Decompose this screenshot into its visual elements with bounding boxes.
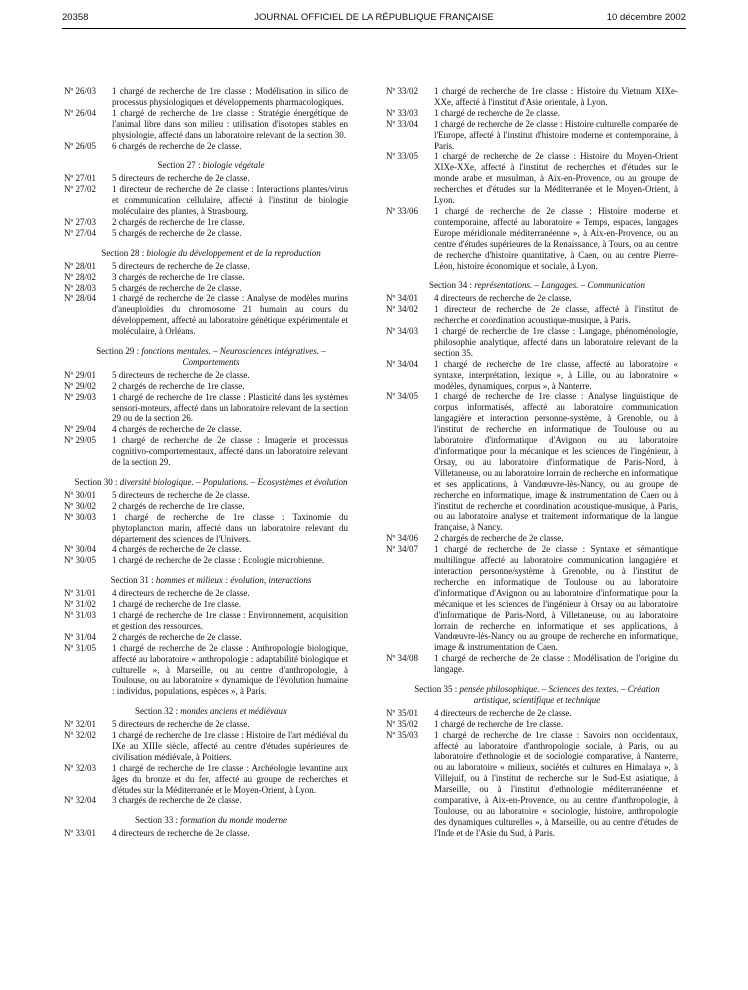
posting-entry: [64, 293, 348, 337]
right-column: [386, 86, 678, 839]
section-heading-prefix: Section 33 :: [135, 815, 181, 826]
entry-number: Nº 34/03: [386, 326, 419, 337]
section-heading-prefix: Section 35 :: [414, 684, 460, 695]
entry-text: 2 chargés de recherche de 1re classe.: [112, 216, 245, 227]
entry-number: Nº 30/04: [64, 544, 97, 555]
posting-entry: [64, 599, 348, 610]
entry-number: Nº 35/03: [386, 729, 419, 740]
entry-number: Nº 33/05: [386, 151, 419, 162]
entry-number: Nº 30/03: [64, 511, 97, 522]
entry-text: 1 chargé de recherche de 2e classe : Imagerie et processus cognitivo-comportementaux, affecté dans un laboratoire relevant de la section 29.: [112, 435, 348, 468]
posting-entry: [386, 708, 678, 719]
posting-entry: [386, 719, 678, 730]
entry-number: Nº 35/02: [386, 718, 419, 729]
entry-text: 1 chargé de recherche de 1re classe : Plasticité dans les systèmes sensori-moteurs, affecté dans un laboratoire relevant de la section 29 ou de la section 26.: [112, 391, 348, 424]
posting-entry: [64, 108, 348, 141]
section-heading: [64, 477, 348, 488]
entry-number: Nº 28/04: [64, 293, 97, 304]
entry-number: Nº 32/02: [64, 730, 97, 741]
entry-number: Nº 33/03: [386, 107, 419, 118]
entry-number: Nº 27/03: [64, 216, 97, 227]
entry-text: 4 chargés de recherche de 2e classe.: [112, 424, 242, 435]
entry-text: 3 chargés de recherche de 2e classe.: [112, 795, 242, 806]
entry-text: 1 chargé de recherche de 1re classe : Histoire de l'art médiéval du IXe au XIIIe siècle, affecté au centre d'études supérieures de civilisation médiévale, à Poitiers.: [112, 730, 348, 762]
section-heading: [386, 684, 678, 706]
entry-text: 5 chargés de recherche de 2e classe.: [112, 282, 242, 293]
section-heading-prefix: Section 32 :: [135, 706, 181, 717]
entry-text: 1 chargé de recherche de 1re classe : Modélisation in silico de processus physiologiques et développements pharmacologiques.: [112, 86, 348, 107]
entry-text: 1 chargé de recherche de 2e classe : Syntaxe et sémantique multilingue affecté au laboratoire communication langagière et interaction personne/système à Grenoble, ou à l'institut de recherche en informatique de Toulouse ou au laboratoire d'informatique d'Avignon ou au laboratoire d'informatique pour la mécanique et les sciences de l'ingénieur à Orsay ou au laboratoire d'informatique de Paris-Nord, à Villetaneuse, ou au laboratoire lorrain de recherche en informatique et ses applications, à Vandœuvre-lès-Nancy ou au groupe de recherche en informatique, image & instrumentation de Caen.: [434, 544, 678, 653]
entry-number: Nº 27/04: [64, 227, 97, 238]
entry-text: 1 chargé de recherche de 1re classe : Savoirs non occidentaux, affecté au laboratoire d'anthropologie sociale, à Paris, ou au laboratoire d'ethnologie et de sociologie comparative, à Nanterre, ou au laboratoire « milieux, sociétés et cultures en Himalaya », à Villejuif, ou à l'institut de recherche sur le Sud-Est asiatique, à Marseille, ou à l'institut d'ethnologie méditerranéenne et comparative, à Aix-en-Provence, ou au centre d'anthropologie, à Toulouse, ou au laboratoire « sociologie, histoire, anthropologie des dynamiques culturelles », à Marseille, ou au centre d'études de l'Inde et de l'Asie du Sud, à Paris.: [434, 729, 678, 838]
entry-text: 4 chargés de recherche de 2e classe.: [112, 544, 242, 555]
entry-number: Nº 28/02: [64, 271, 97, 282]
entry-text: 1 chargé de recherche de 1re classe : Taxinomie du phytoplancton marin, affecté dans un laboratoire relevant du département des sciences de l'Univers.: [112, 511, 348, 544]
posting-entry: [64, 283, 348, 294]
entry-text: 2 chargés de recherche de 2e classe.: [434, 533, 564, 544]
section-heading-title: biologie du développement et de la reproduction: [146, 247, 321, 258]
entry-text: 4 directeurs de recherche de 2e classe.: [434, 707, 572, 718]
entry-number: Nº 30/05: [64, 555, 97, 566]
entry-text: 1 chargé de recherche de 2e classe : Analyse de modèles murins d'aneuploïdies du chromosome 21 humain au cours du développement, affecté au laboratoire génétique expérimentale et moléculaire, à Orléans.: [112, 293, 348, 337]
entry-text: 1 chargé de recherche de 2e classe : Ecologie microbienne.: [112, 555, 325, 566]
entry-number: Nº 31/01: [64, 588, 97, 599]
entry-number: Nº 30/02: [64, 500, 97, 511]
entry-text: 1 chargé de recherche de 2e classe.: [434, 107, 561, 118]
entry-number: Nº 34/02: [386, 304, 419, 315]
entry-number: Nº 28/01: [64, 260, 97, 271]
entry-number: Nº 29/01: [64, 369, 97, 380]
header-rule: [62, 28, 686, 29]
entry-number: Nº 32/04: [64, 795, 97, 806]
entry-text: 6 chargés de recherche de 2e classe.: [112, 140, 242, 151]
entry-text: 3 chargés de recherche de 1re classe.: [112, 271, 245, 282]
entry-text: 2 chargés de recherche de 1re classe.: [112, 380, 245, 391]
section-heading-title: mondes anciens et médiévaux: [180, 706, 287, 717]
entry-text: 1 directeur de recherche de 2e classe, affecté à l'institut de recherche et coordination acoustique-musique, à Paris.: [434, 304, 678, 326]
entry-number: Nº 29/05: [64, 435, 97, 446]
posting-entry: [64, 763, 348, 796]
section-heading-prefix: Section 30 :: [74, 477, 120, 487]
entry-text: 1 directeur de recherche de 2e classe : Interactions plantes/virus et communication cellulaire, affecté à l'institut de biologie moléculaire des plantes, à Strasbourg.: [112, 184, 348, 217]
posting-entry: [386, 653, 678, 675]
posting-entry: [386, 293, 678, 304]
section-heading: [64, 346, 348, 368]
entry-number: Nº 29/02: [64, 380, 97, 391]
posting-entry: [386, 730, 678, 839]
entry-text: 4 directeurs de recherche de 2e classe.: [434, 293, 572, 304]
posting-entry: [386, 359, 678, 392]
entry-text: 1 chargé de recherche de 1re classe : Stratégie énergétique de l'animal libre dans son milieu : utilisation d'isotopes stables en physiologie, affecté dans un laboratoire relevant de la section 30.: [112, 107, 348, 140]
entry-number: Nº 34/01: [386, 293, 419, 304]
section-heading-title: formation du monde moderne: [180, 815, 287, 826]
entry-text: 1 chargé de recherche de 2e classe : Histoire du Moyen-Orient XIXe-XXe, affecté à l'institut de recherches et d'études sur le monde arabe et musulman, à Aix-en-Provence, ou au groupe de recherches et d'études sur la Méditerranée et le Moyen-Orient, à Lyon.: [434, 151, 678, 206]
posting-entry: [386, 391, 678, 533]
entry-number: Nº 32/01: [64, 719, 97, 730]
section-heading-title: représentations. – Langages. – Communication: [474, 280, 645, 291]
entry-number: Nº 31/03: [64, 609, 97, 620]
posting-entry: [64, 501, 348, 512]
posting-entry: [64, 544, 348, 555]
entry-number: Nº 26/03: [64, 86, 97, 96]
section-heading-title: hommes et milieux : évolution, interactions: [155, 575, 312, 586]
entry-text: 1 chargé de recherche de 2e classe : Histoire moderne et contemporaine, affecté au laboratoire « Temps, espaces, langages Europe méridionale méditerranéenne », à Aix-en-Provence, ou au centre d'études supérieures de la Renaissance, à Tours, ou au centre de recherche d'histoire quantitative, à Caen, ou au centre Pierre-Léon, histoire économique et sociale, à Lyon.: [434, 205, 678, 271]
posting-entry: [64, 261, 348, 272]
section-heading-title: biologie végétale: [202, 160, 265, 171]
entry-number: Nº 32/03: [64, 762, 97, 773]
posting-entry: [64, 217, 348, 228]
entry-number: Nº 26/05: [64, 140, 97, 151]
posting-entry: [64, 424, 348, 435]
entry-text: 5 directeurs de recherche de 2e classe.: [112, 369, 250, 380]
entry-text: 1 chargé de recherche de 1re classe, affecté au laboratoire « syntaxe, interprétation, lexique », à Lille, ou au laboratoire « modèles, dynamiques, corpus », à Nanterre.: [434, 358, 678, 391]
section-heading: [64, 815, 348, 826]
section-heading-prefix: Section 31 :: [110, 575, 156, 586]
entry-number: Nº 27/02: [64, 184, 97, 195]
entry-number: Nº 35/01: [386, 707, 419, 718]
posting-entry: [64, 392, 348, 425]
section-heading: [64, 706, 348, 717]
entry-text: 4 directeurs de recherche de 2e classe.: [112, 828, 250, 839]
entry-text: 1 chargé de recherche de 1re classe : Analyse linguistique de corpus informatisés, affecté au laboratoire communication langagière et interaction personne-système, à Grenoble, ou à l'institut de recherche en informatique de Toulouse ou au laboratoire d'informatique d'Avignon ou au laboratoire d'informatique pour la mécanique et les sciences de l'ingénieur, à Orsay, ou au laboratoire d'informatique de Paris-Nord, à Villetaneuse, ou au laboratoire lorrain de recherche en informatique et ses applications, à Vandœuvre-lès-Nancy, ou au groupe de recherche en informatique, image & instrumentation de Caen ou à l'institut de recherche et coordination acoustique-musique, à Paris, ou au laboratoire analyse et traitement informatique de la langue française, à Nancy.: [434, 391, 678, 533]
posting-entry: [386, 304, 678, 326]
section-heading-prefix: Section 29 :: [96, 346, 142, 357]
entry-number: Nº 28/03: [64, 282, 97, 293]
posting-entry: [64, 632, 348, 643]
posting-entry: [64, 272, 348, 283]
entry-number: Nº 26/04: [64, 107, 97, 118]
entry-number: Nº 33/06: [386, 205, 419, 216]
posting-entry: [64, 588, 348, 599]
section-heading-title: fonctions mentales. – Neurosciences intégratives. – Comportements: [141, 346, 326, 367]
entry-number: Nº 33/01: [64, 828, 97, 839]
entry-text: 1 chargé de recherche de 2e classe : Anthropologie biologique, affecté au laboratoire « anthropologie : adaptabilité biologique et culturelle », à Marseille, ou au centre d'anthropologie, à Toulouse, ou au laboratoire « dynamique de l'évolution humaine : individus, populations, espèces », à Paris.: [112, 642, 348, 697]
posting-entry: [386, 533, 678, 544]
entry-number: Nº 27/01: [64, 173, 97, 184]
posting-entry: [386, 206, 678, 271]
entry-number: Nº 29/03: [64, 391, 97, 402]
posting-entry: [386, 544, 678, 653]
page-number: 20358: [62, 12, 89, 23]
entry-number: Nº 34/06: [386, 533, 419, 544]
posting-entry: [64, 512, 348, 545]
section-heading: [386, 280, 678, 291]
entry-text: 1 chargé de recherche de 1re classe : Environnement, acquisition et gestion des ressources.: [112, 609, 348, 631]
entry-text: 1 chargé de recherche de 2e classe : Modélisation de l'origine du langage.: [434, 653, 678, 675]
entry-number: Nº 34/08: [386, 653, 419, 664]
posting-entry: [386, 151, 678, 206]
posting-entry: [386, 326, 678, 359]
entry-number: Nº 31/05: [64, 642, 97, 653]
entry-text: 1 chargé de recherche de 2e classe : Histoire culturelle comparée de l'Europe, affecté à l'institut d'histoire moderne et contemporaine, à Paris.: [434, 118, 678, 151]
posting-entry: [64, 228, 348, 239]
section-heading-prefix: Section 27 :: [157, 160, 203, 171]
section-heading: [64, 248, 348, 259]
posting-entry: [386, 119, 678, 152]
posting-entry: [64, 435, 348, 468]
section-heading-title: pensée philosophique. – Sciences des textes. – Création artistique, scientifique et technique: [459, 684, 660, 705]
entry-number: Nº 34/05: [386, 391, 419, 402]
section-heading-prefix: Section 34 :: [429, 280, 475, 291]
posting-entry: [64, 610, 348, 632]
posting-entry: [64, 381, 348, 392]
section-heading-prefix: Section 28 :: [101, 247, 147, 258]
issue-date: 10 décembre 2002: [606, 12, 686, 23]
posting-entry: [64, 643, 348, 698]
posting-entry: [64, 828, 348, 839]
journal-title: JOURNAL OFFICIEL DE LA RÉPUBLIQUE FRANÇAISE: [254, 12, 494, 23]
posting-entry: [64, 86, 348, 108]
entry-text: 5 directeurs de recherche de 2e classe.: [112, 719, 250, 730]
entry-number: Nº 29/04: [64, 424, 97, 435]
entry-text: 5 chargés de recherche de 2e classe.: [112, 227, 242, 238]
section-heading-title: diversité biologique. – Populations. – Ecosystèmes et évolution: [119, 477, 348, 487]
entry-number: Nº 33/04: [386, 118, 419, 129]
entry-number: Nº 34/04: [386, 358, 419, 369]
entry-text: 4 directeurs de recherche de 2e classe.: [112, 588, 250, 599]
posting-entry: [64, 184, 348, 217]
posting-entry: [64, 173, 348, 184]
posting-entry: [64, 490, 348, 501]
posting-entry: [64, 555, 348, 566]
section-heading: [64, 160, 348, 171]
section-heading: [64, 575, 348, 586]
entry-text: 5 directeurs de recherche de 2e classe.: [112, 260, 250, 271]
posting-entry: [386, 108, 678, 119]
entry-number: Nº 33/02: [386, 86, 419, 96]
entry-number: Nº 34/07: [386, 544, 419, 555]
entry-text: 5 directeurs de recherche de 2e classe.: [112, 173, 250, 184]
posting-entry: [64, 730, 348, 763]
entry-text: 2 chargés de recherche de 2e classe.: [112, 631, 242, 642]
posting-entry: [64, 795, 348, 806]
entry-number: Nº 30/01: [64, 489, 97, 500]
entry-text: 1 chargé de recherche de 1re classe.: [434, 718, 564, 729]
entry-text: 5 directeurs de recherche de 2e classe.: [112, 489, 250, 500]
entry-text: 2 chargés de recherche de 1re classe.: [112, 500, 245, 511]
posting-entry: [64, 370, 348, 381]
posting-entry: [64, 141, 348, 152]
entry-number: Nº 31/04: [64, 631, 97, 642]
entry-text: 1 chargé de recherche de 1re classe.: [112, 599, 242, 610]
entry-text: 1 chargé de recherche de 1re classe : Archéologie levantine aux âges du bronze et du fer, affecté au groupe de recherches et d'études sur la Méditerranée et le Moyen-Orient, à Lyon.: [112, 762, 348, 795]
left-column: [64, 86, 348, 839]
posting-entry: [64, 719, 348, 730]
entry-text: 1 chargé de recherche de 1re classe : Histoire du Vietnam XIXe-XXe, affecté à l'institut d'Asie orientale, à Lyon.: [434, 86, 678, 107]
posting-entry: [386, 86, 678, 108]
entry-number: Nº 31/02: [64, 599, 97, 610]
entry-text: 1 chargé de recherche de 1re classe : Langage, phénoménologie, philosophie analytique, affecté dans un laboratoire relevant de la section 35.: [434, 326, 678, 358]
